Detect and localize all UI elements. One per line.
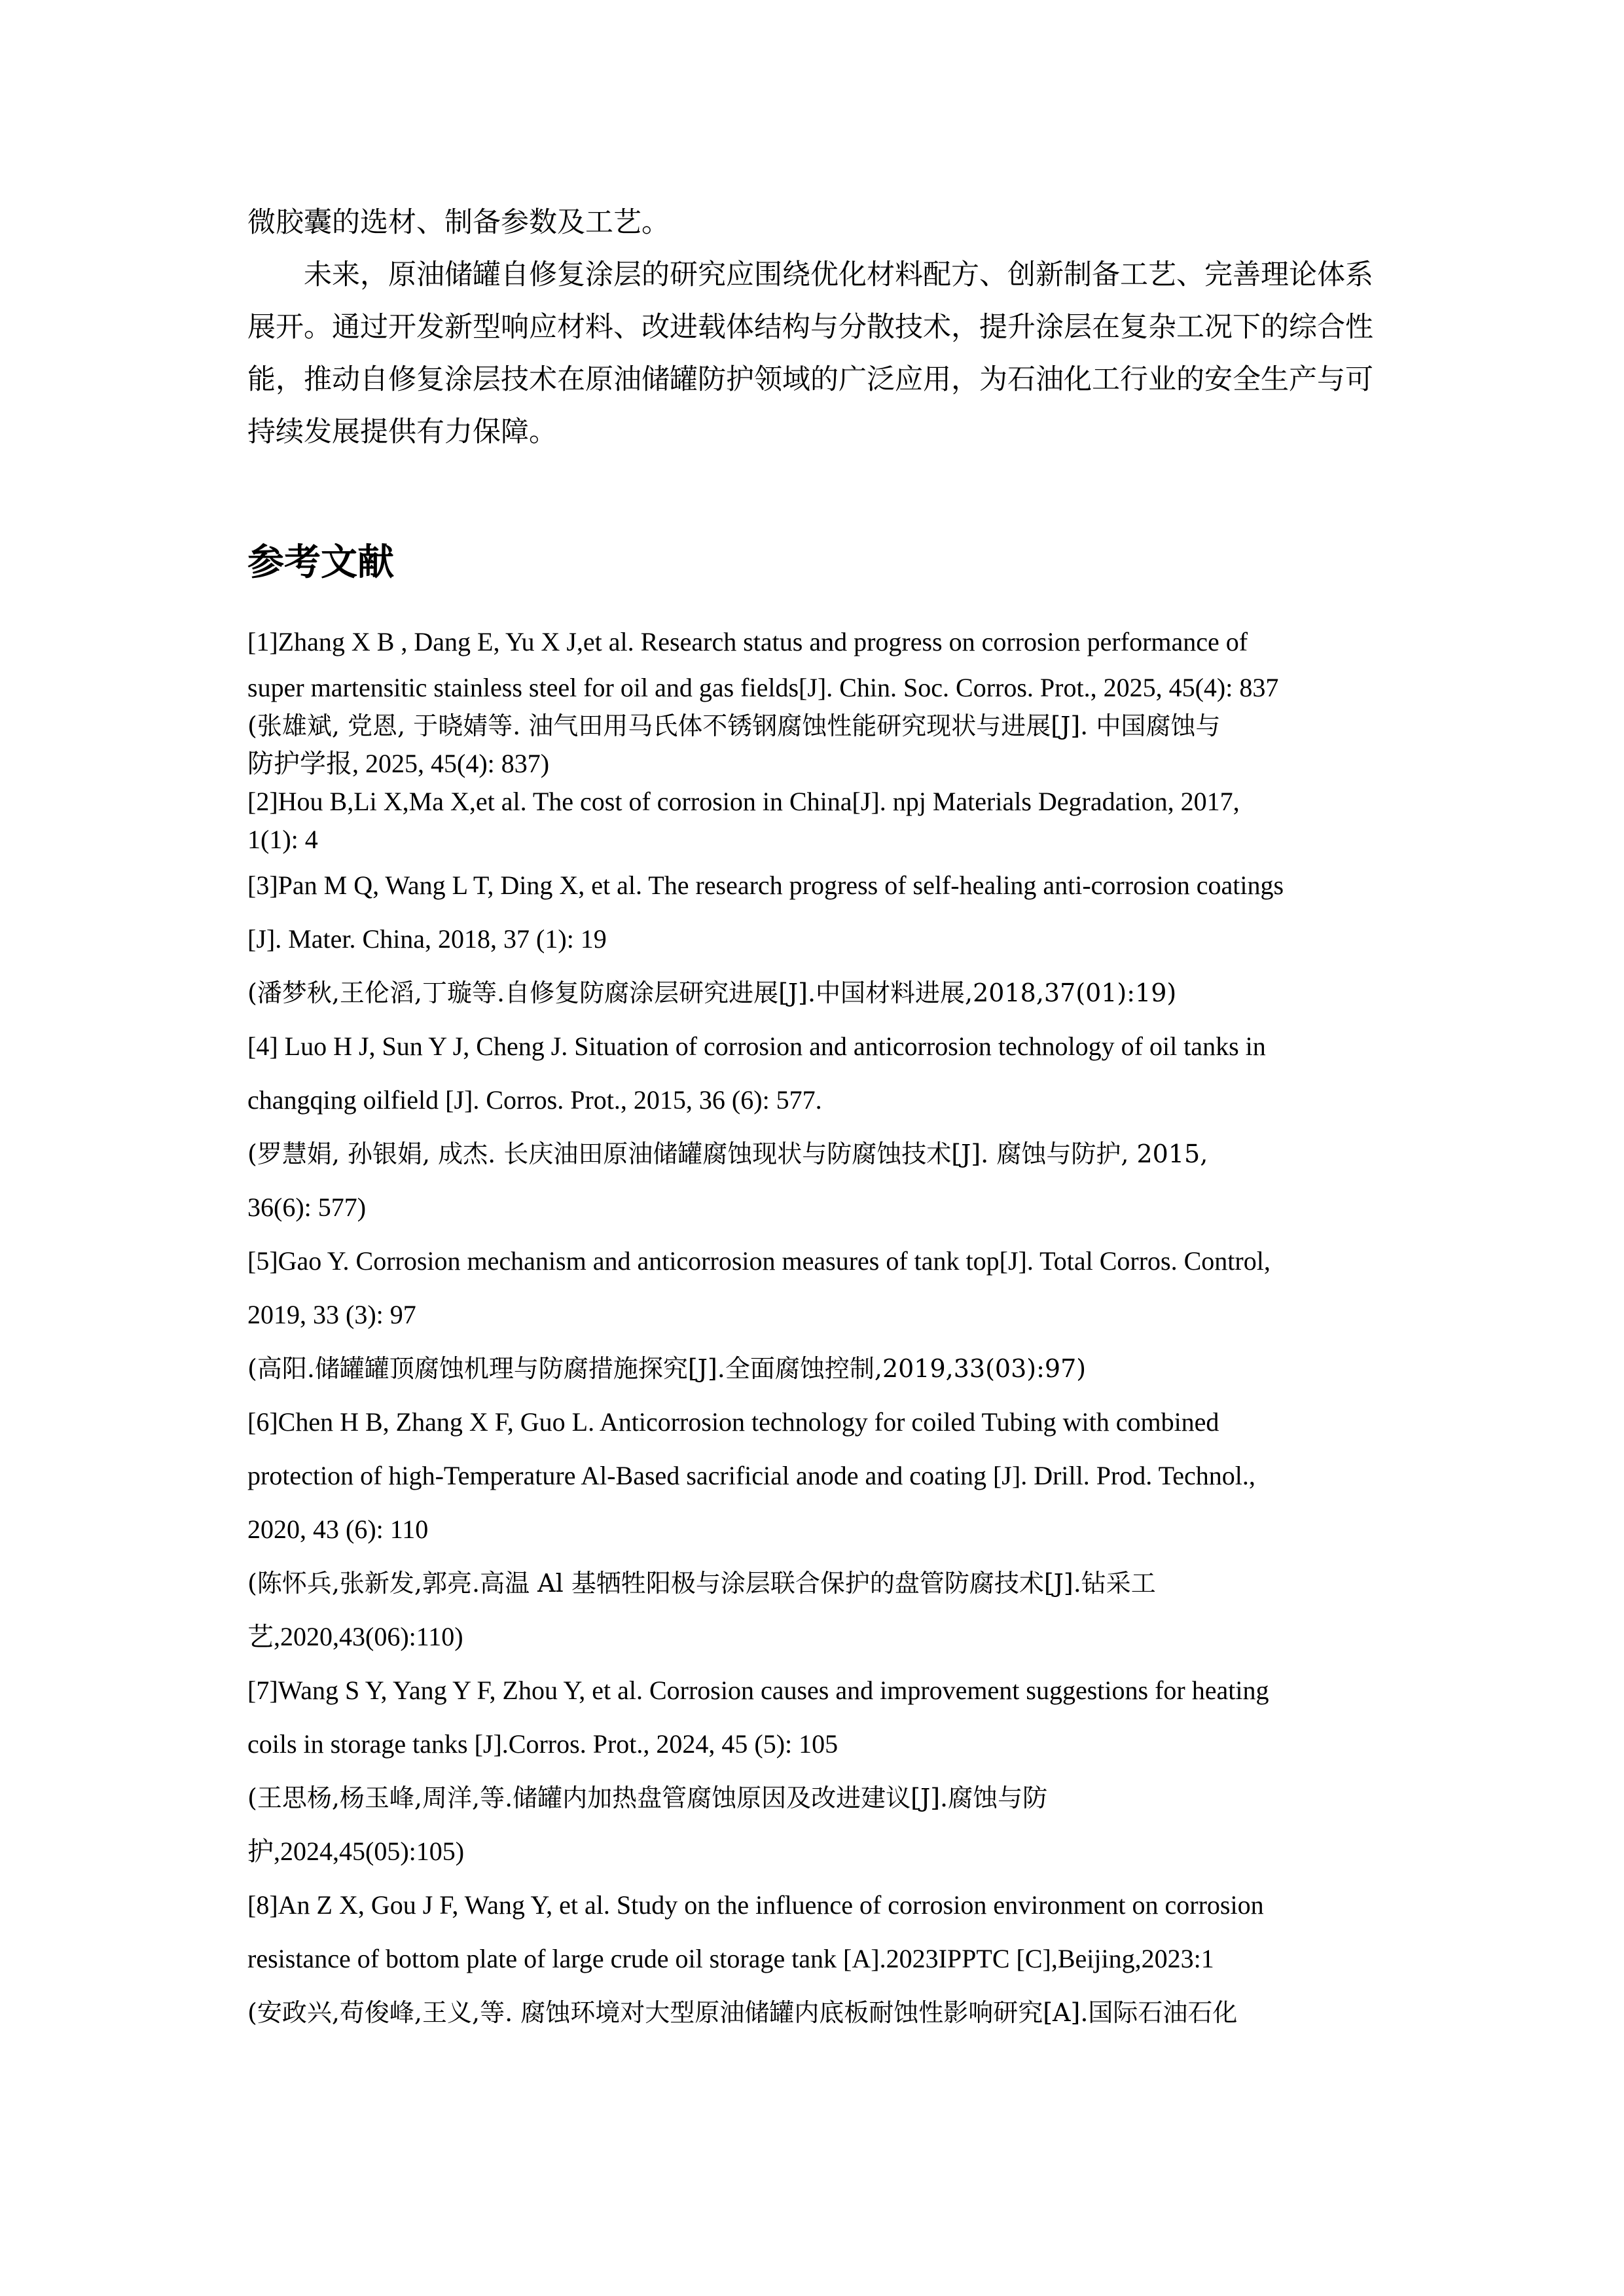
paragraph-line: 微胶囊的选材、制备参数及工艺。 <box>247 206 670 239</box>
reference-line: super martensitic stainless steel for oil and gas fields[J]. Chin. Soc. Corros. Prot., 2025, 45(4): 837 <box>247 673 1279 702</box>
reference-line: [5]Gao Y. Corrosion mechanism and anticorrosion measures of tank top[J]. Total Corros. Control, <box>247 1246 1271 1276</box>
reference-line: 艺,2020,43(06):110) <box>247 1622 463 1651</box>
references-heading: 参考文献 <box>247 541 394 584</box>
paragraph-2 <box>247 249 1394 458</box>
reference-line: changqing oilfield [J]. Corros. Prot., 2015, 36 (6): 577. <box>247 1085 822 1115</box>
reference-line: [6]Chen H B, Zhang X F, Guo L. Anticorrosion technology for coiled Tubing with combined <box>247 1407 1219 1437</box>
reference-line: 护,2024,45(05):105) <box>247 1837 465 1866</box>
body-text <box>247 196 1394 458</box>
reference-line: [1]Zhang X B , Dang E, Yu X J,et al. Research status and progress on corrosion performance of <box>247 627 1248 656</box>
reference-line: 防护学报, 2025, 45(4): 837) <box>247 749 550 778</box>
paragraph-line-text: 未来，原油储罐自修复涂层的研究应围绕优化材料配方、创新制备工艺、完善理论体系 <box>304 259 1373 291</box>
reference-line: [2]Hou B,Li X,Ma X,et al. The cost of corrosion in China[J]. npj Materials Degradation, 2017, <box>247 787 1240 816</box>
reference-line: resistance of bottom plate of large crude oil storage tank [A].2023IPPTC [C],Beijing,2023:1 <box>247 1944 1214 1973</box>
reference-line: (安政兴,苟俊峰,王义,等. 腐蚀环境对大型原油储罐内底板耐蚀性影响研究[A].国际石油石化 <box>247 1998 1238 2027</box>
paragraph-1 <box>247 196 1394 249</box>
reference-line: [J]. Mater. China, 2018, 37 (1): 19 <box>247 924 607 954</box>
reference-line: [3]Pan M Q, Wang L T, Ding X, et al. The research progress of self-healing anti-corrosion coatings <box>247 870 1284 900</box>
reference-line: (罗慧娟, 孙银娟, 成杰. 长庆油田原油储罐腐蚀现状与防腐蚀技术[J]. 腐蚀与防护, 2015, <box>247 1139 1208 1168</box>
reference-line: 2020, 43 (6): 110 <box>247 1515 429 1544</box>
reference-line: [7]Wang S Y, Yang Y F, Zhou Y, et al. Corrosion causes and improvement suggestions for heating <box>247 1676 1269 1705</box>
reference-line: coils in storage tanks [J].Corros. Prot., 2024, 45 (5): 105 <box>247 1729 839 1759</box>
reference-line: [4] Luo H J, Sun Y J, Cheng J. Situation of corrosion and anticorrosion technology of oil tanks in <box>247 1031 1266 1061</box>
reference-line: [8]An Z X, Gou J F, Wang Y, et al. Study on the influence of corrosion environment on corrosion <box>247 1890 1264 1920</box>
reference-line: 36(6): 577) <box>247 1193 367 1222</box>
reference-line: (高阳.储罐罐顶腐蚀机理与防腐措施探究[J].全面腐蚀控制,2019,33(03):97) <box>247 1354 1087 1383</box>
reference-line: (王思杨,杨玉峰,周洋,等.储罐内加热盘管腐蚀原因及改进建议[J].腐蚀与防 <box>247 1784 1048 1812</box>
reference-line: protection of high-Temperature Al-Based sacrificial anode and coating [J]. Drill. Prod. Technol., <box>247 1461 1255 1490</box>
reference-list <box>247 615 1394 2039</box>
paragraph-line <box>247 249 1394 301</box>
paragraph-line: 持续发展提供有力保障。 <box>247 416 557 448</box>
reference-line: (潘梦秋,王伦滔,丁璇等.自修复防腐涂层研究进展[J].中国材料进展,2018,37(01):19) <box>247 978 1177 1007</box>
reference-line: (陈怀兵,张新发,郭亮.高温 Al 基牺牲阳极与涂层联合保护的盘管防腐技术[J].钻采工 <box>247 1569 1156 1598</box>
paragraph-line: 能，推动自修复涂层技术在原油储罐防护领域的广泛应用，为石油化工行业的安全生产与可 <box>247 363 1373 396</box>
paragraph-line: 展开。通过开发新型响应材料、改进载体结构与分散技术，提升涂层在复杂工况下的综合性 <box>247 311 1373 344</box>
reference-line: 2019, 33 (3): 97 <box>247 1300 416 1329</box>
reference-line: 1(1): 4 <box>247 825 318 854</box>
reference-line: (张雄斌, 党恩, 于晓婧等. 油气田用马氏体不锈钢腐蚀性能研究现状与进展[J]. 中国腐蚀与 <box>247 711 1221 740</box>
